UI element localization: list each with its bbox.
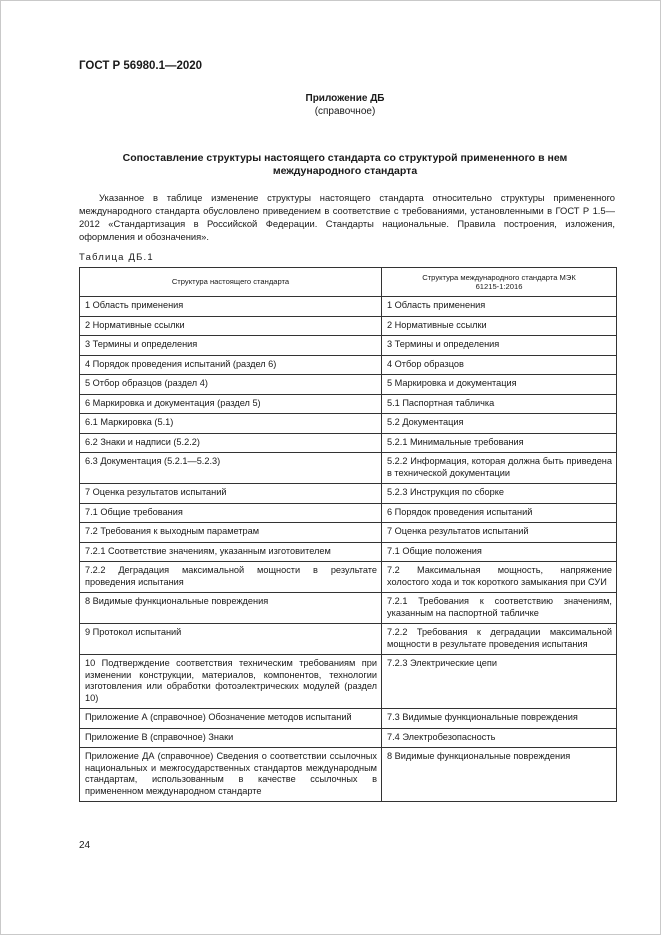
table-header-row (80, 268, 617, 297)
annex-title (260, 92, 430, 118)
cell-international: 6 Порядок проведения испытаний (382, 503, 617, 523)
table-row (80, 728, 617, 748)
table-row (80, 709, 617, 729)
table-row (80, 336, 617, 356)
cell-national: 2 Нормативные ссылки (80, 316, 382, 336)
cell-national: 9 Протокол испытаний (80, 624, 382, 655)
table-row (80, 297, 617, 317)
header-international-text: Структура международного стандарта МЭК 61215-1:2016 (422, 272, 576, 291)
annex-subtitle: (справочное) (314, 106, 376, 117)
table-row (80, 414, 617, 434)
table-row (80, 593, 617, 624)
cell-international: 7.3 Видимые функциональные повреждения (382, 709, 617, 729)
annex-label: Приложение ДБ (305, 93, 385, 104)
cell-international: 5.2.3 Инструкция по сборке (382, 484, 617, 504)
cell-national: 7.2.1 Соответствие значениям, указанным изготовителем (80, 542, 382, 562)
cell-national: 7 Оценка результатов испытаний (80, 484, 382, 504)
cell-international: 7.4 Электробезопасность (382, 728, 617, 748)
cell-national: 3 Термины и определения (80, 336, 382, 356)
cell-international: 7.2.3 Электрические цепи (382, 655, 617, 709)
cell-national: Приложение А (справочное) Обозначение методов испытаний (80, 709, 382, 729)
cell-national: 7.1 Общие требования (80, 503, 382, 523)
table-row (80, 355, 617, 375)
cell-international: 5.1 Паспортная табличка (382, 394, 617, 414)
cell-international: 5.2.2 Информация, которая должна быть приведена в технической документации (382, 453, 617, 484)
table-row (80, 484, 617, 504)
cell-international: 7.1 Общие положения (382, 542, 617, 562)
table-caption: Таблица ДБ.1 (79, 252, 154, 263)
header-international-structure (382, 268, 617, 297)
page-number: 24 (79, 840, 91, 851)
table-row (80, 562, 617, 593)
cell-national: 5 Отбор образцов (раздел 4) (80, 375, 382, 395)
cell-national: 1 Область применения (80, 297, 382, 317)
table-row (80, 624, 617, 655)
cell-international: 5.2.1 Минимальные требования (382, 433, 617, 453)
table-row (80, 375, 617, 395)
header-national-structure: Структура настоящего стандарта (80, 268, 382, 297)
structure-comparison-table (79, 267, 617, 802)
table-row (80, 316, 617, 336)
intro-paragraph: Указанное в таблице изменение структуры настоящего стандарта относительно структуры примененного международного стандарта обусловлено приведением в соответствие с требованиями, установленными в ГОСТ Р 1.5—2012 «Стандартизация в Российской Федерации. Стандарты национальные. Правила построения, изложения, оформления и обозначения». (79, 192, 615, 242)
cell-national: Приложение ДА (справочное) Сведения о соответствии ссылочных национальных и межгосударственных стандартов международным стандартам, использованным в качестве ссылочных в примененном международном стандарте (80, 748, 382, 802)
table-row (80, 655, 617, 709)
cell-international: 7.2 Максимальная мощность, напряжение холостого хода и ток короткого замыкания при СУИ (382, 562, 617, 593)
cell-international: 8 Видимые функциональные повреждения (382, 748, 617, 802)
cell-national: 10 Подтверждение соответствия техническим требованиям при изменении конструкции, материалов, компонентов, технологии изготовления или обработки фотоэлектрических модулей (раздел 10) (80, 655, 382, 709)
cell-international: 2 Нормативные ссылки (382, 316, 617, 336)
section-title: Сопоставление структуры настоящего стандарта со структурой примененного в нем международного стандарта (122, 152, 568, 177)
cell-national: Приложение В (справочное) Знаки (80, 728, 382, 748)
table-body (80, 297, 617, 802)
table-row (80, 523, 617, 543)
cell-national: 7.2.2 Деградация максимальной мощности в результате проведения испытания (80, 562, 382, 593)
cell-national: 6.3 Документация (5.2.1—5.2.3) (80, 453, 382, 484)
cell-national: 6.2 Знаки и надписи (5.2.2) (80, 433, 382, 453)
cell-international: 7.2.1 Требования к соответствию значениям, указанным на паспортной табличке (382, 593, 617, 624)
cell-international: 7 Оценка результатов испытаний (382, 523, 617, 543)
cell-international: 5 Маркировка и документация (382, 375, 617, 395)
cell-international: 1 Область применения (382, 297, 617, 317)
cell-national: 4 Порядок проведения испытаний (раздел 6) (80, 355, 382, 375)
table-row (80, 503, 617, 523)
table-row (80, 433, 617, 453)
cell-national: 7.2 Требования к выходным параметрам (80, 523, 382, 543)
table-row (80, 748, 617, 802)
table-row (80, 394, 617, 414)
table-row (80, 453, 617, 484)
cell-international: 7.2.2 Требования к деградации максимальной мощности в результате проведения испытания (382, 624, 617, 655)
cell-national: 6.1 Маркировка (5.1) (80, 414, 382, 434)
document-code: ГОСТ Р 56980.1—2020 (79, 60, 203, 72)
cell-national: 6 Маркировка и документация (раздел 5) (80, 394, 382, 414)
cell-international: 4 Отбор образцов (382, 355, 617, 375)
cell-international: 3 Термины и определения (382, 336, 617, 356)
cell-national: 8 Видимые функциональные повреждения (80, 593, 382, 624)
cell-international: 5.2 Документация (382, 414, 617, 434)
table-row (80, 542, 617, 562)
